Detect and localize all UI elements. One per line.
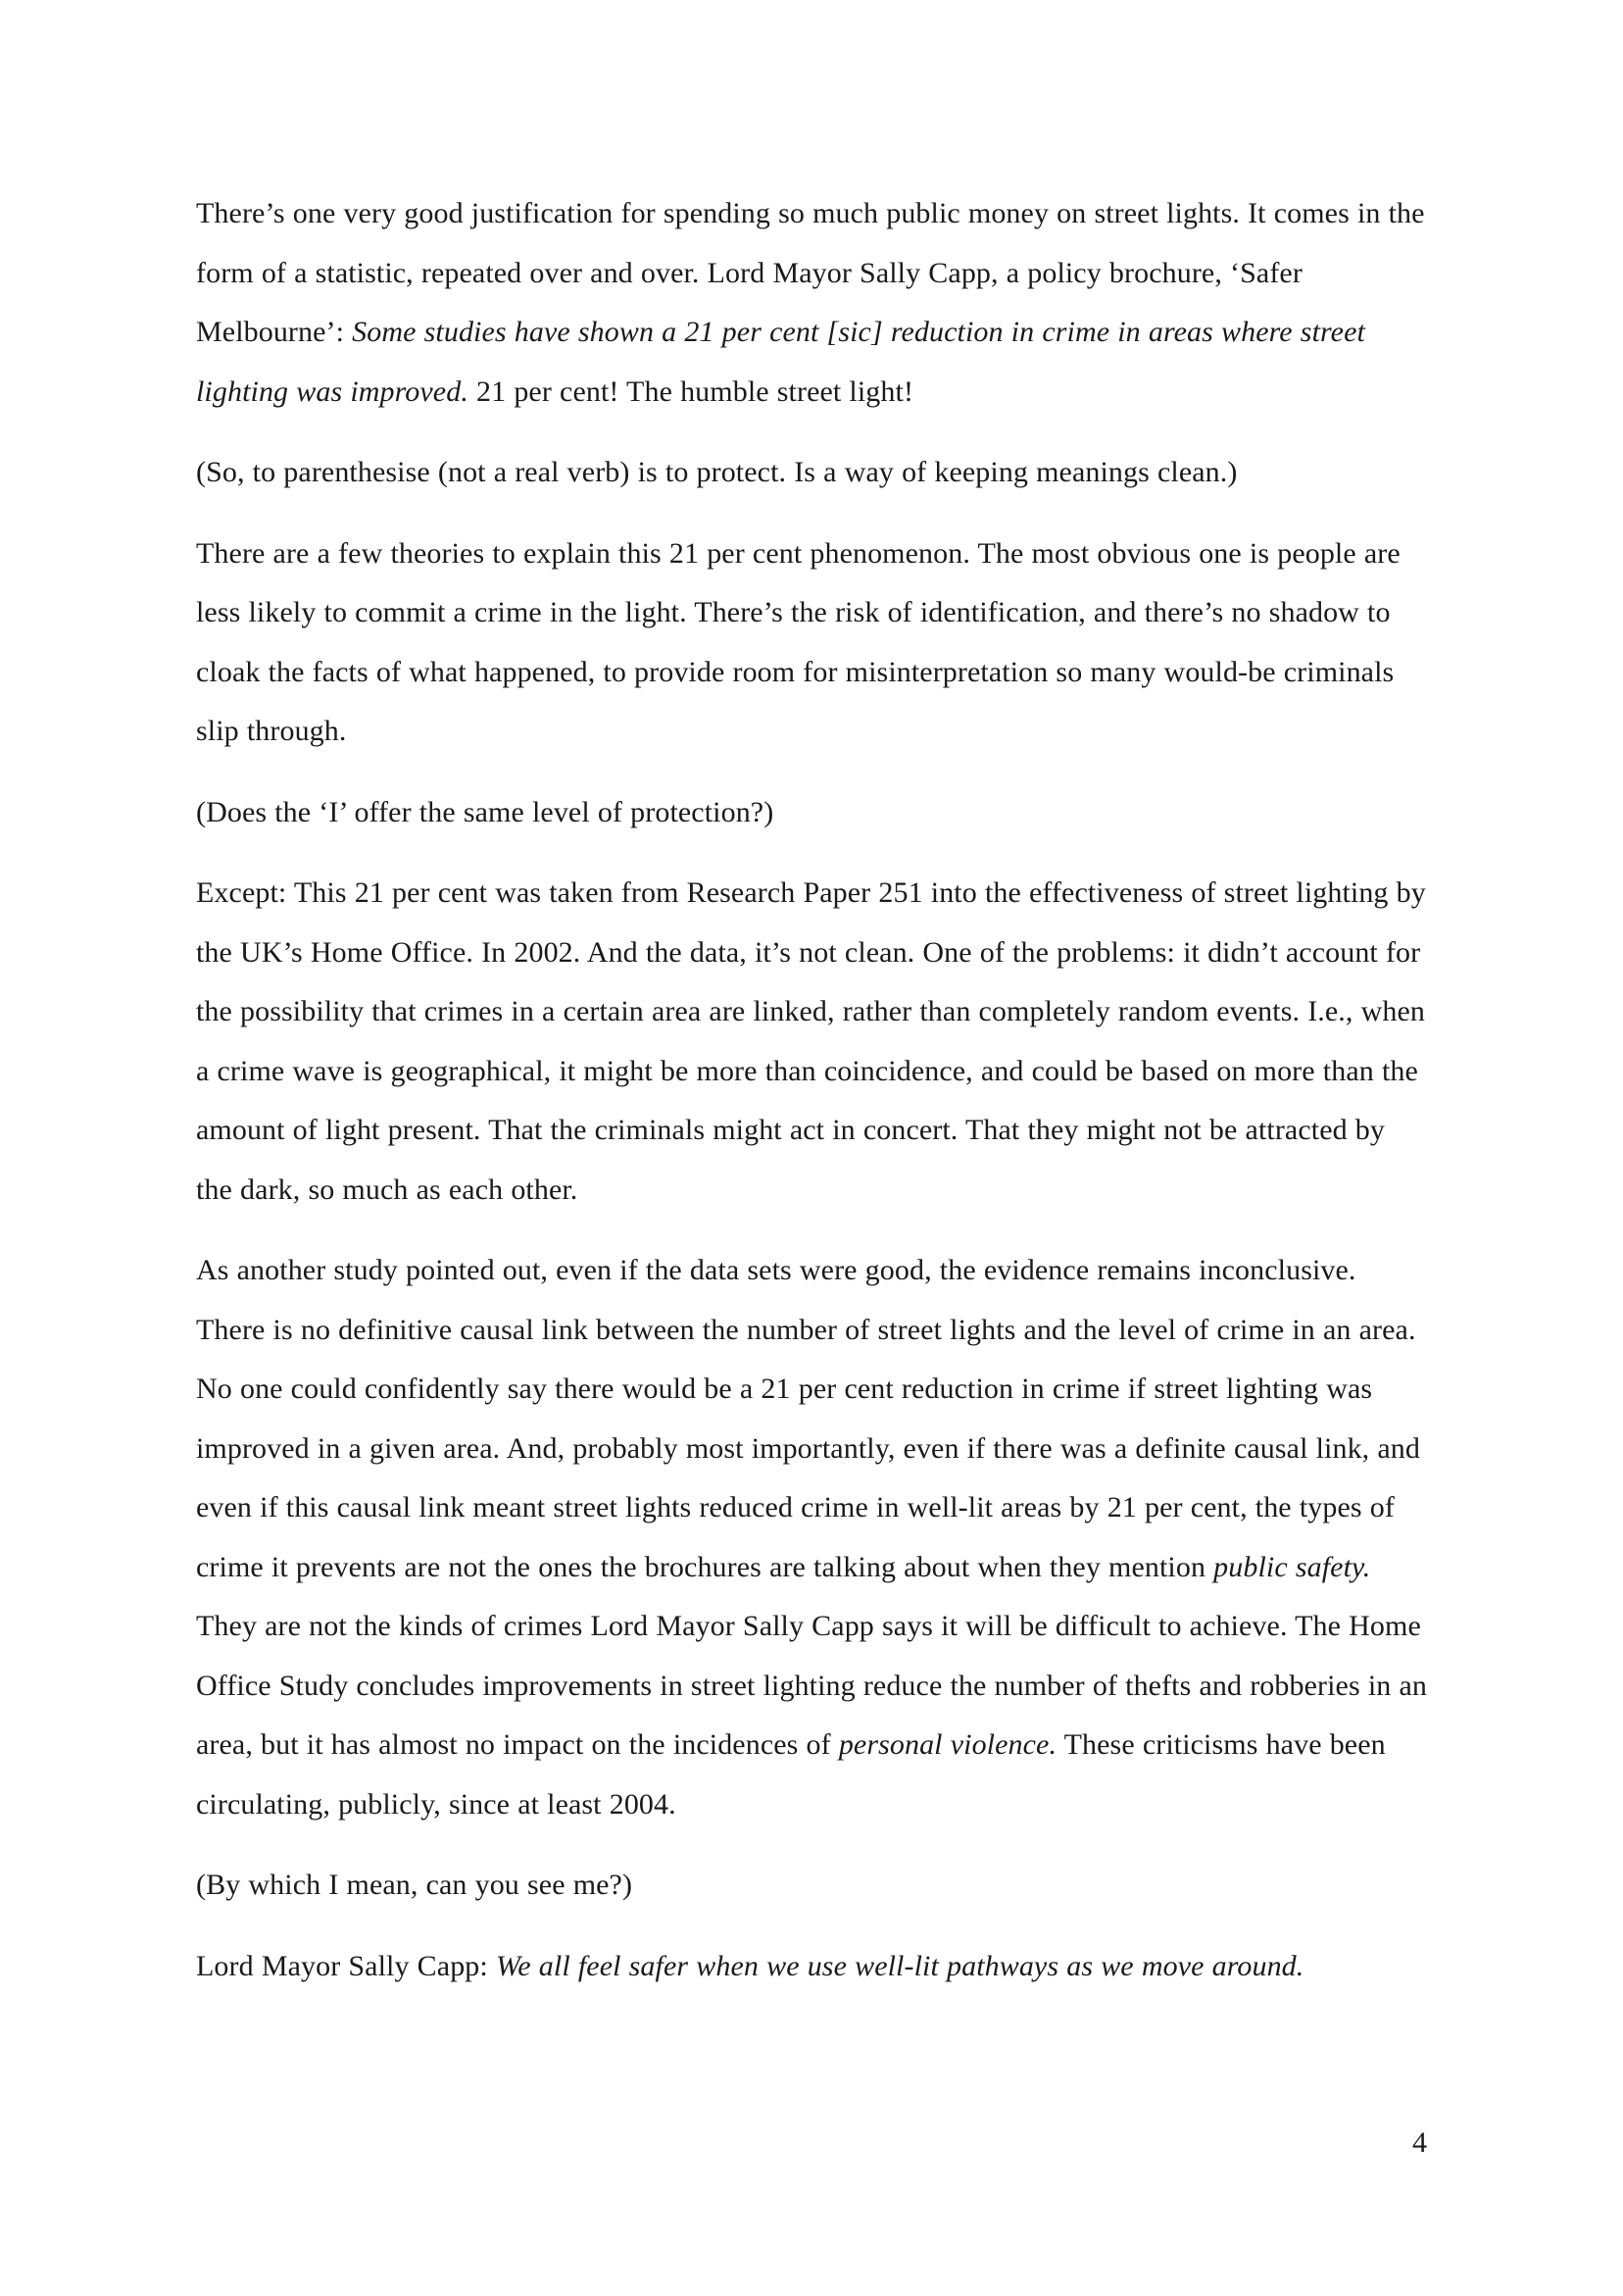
- text-run: 21 per cent! The humble street light!: [467, 374, 914, 408]
- text-run: As another study pointed out, even if the data sets were good, the evidence remains inconclusive. There is no definitive causal link between the number of street lights and the level of crime in an area. No one could confidently say there would be a 21 per cent reduction in crime if street lighting was improved in a given area. And, probably most importantly, even if there was a definite causal link, and even if this causal link meant street lights reduced crime in well-lit areas by 21 per cent, the types of crime it prevents are not the ones the brochures are talking about when they mention: [196, 1254, 1420, 1583]
- paragraph: [196, 783, 1427, 843]
- paragraph: [196, 524, 1427, 762]
- text-run: Except: This 21 per cent was taken from Research Paper 251 into the effectiveness of street lighting by the UK’s Home Office. In 2002. And the data, it’s not clean. One of the problems: it didn’t account for the possibility that crimes in a certain area are linked, rather than completely random events. I.e., when a crime wave is geographical, it might be more than coincidence, and could be based on more than the amount of light present. That the criminals might act in concert. That they might not be attracted by the dark, so much as each other.: [196, 876, 1426, 1206]
- paragraph: [196, 443, 1427, 503]
- italic-text-run: personal violence.: [838, 1728, 1057, 1761]
- italic-text-run: Some studies have shown a 21 per cent [sic] reduction in crime in areas where street lighting was improved.: [196, 316, 1365, 408]
- text-run: (So, to parenthesise (not a real verb) is to protect. Is a way of keeping meanings clean.): [196, 456, 1238, 488]
- paragraph: [196, 864, 1427, 1220]
- italic-text-run: We all feel safer when we use well-lit pathways as we move around.: [495, 1949, 1304, 1982]
- text-run: They are not the kinds of crimes Lord Mayor Sally Capp says it will be difficult to achieve. The Home Office Study concludes improvements in street lighting reduce the number of thefts and robberies in an area, but it has almost no impact on the incidences of: [196, 1610, 1427, 1761]
- paragraph: [196, 1856, 1427, 1916]
- text-run: There are a few theories to explain this 21 per cent phenomenon. The most obvious one is people are less likely to commit a crime in the light. There’s the risk of identification, and there’s no shadow to cloak the facts of what happened, to provide room for misinterpretation so many would-be criminals slip through.: [196, 536, 1401, 747]
- paragraph: [196, 1937, 1427, 1997]
- text-run: (By which I mean, can you see me?): [196, 1869, 633, 1901]
- page-number: 4: [1412, 2126, 1427, 2159]
- text-run: (Does the ‘I’ offer the same level of protection?): [196, 795, 774, 828]
- italic-text-run: public safety.: [1213, 1550, 1371, 1583]
- text-run: There’s one very good justification for spending so much public money on street lights. It comes in the form of a statistic, repeated over and over. Lord Mayor Sally Capp, a policy brochure, ‘Safer Melbourne’:: [196, 197, 1425, 348]
- paragraph: [196, 1241, 1427, 1834]
- text-run: These criticisms have been circulating, publicly, since at least 2004.: [196, 1728, 1386, 1821]
- document-body: [196, 184, 1427, 1996]
- paragraph: [196, 184, 1427, 422]
- text-run: Lord Mayor Sally Capp:: [196, 1949, 496, 1982]
